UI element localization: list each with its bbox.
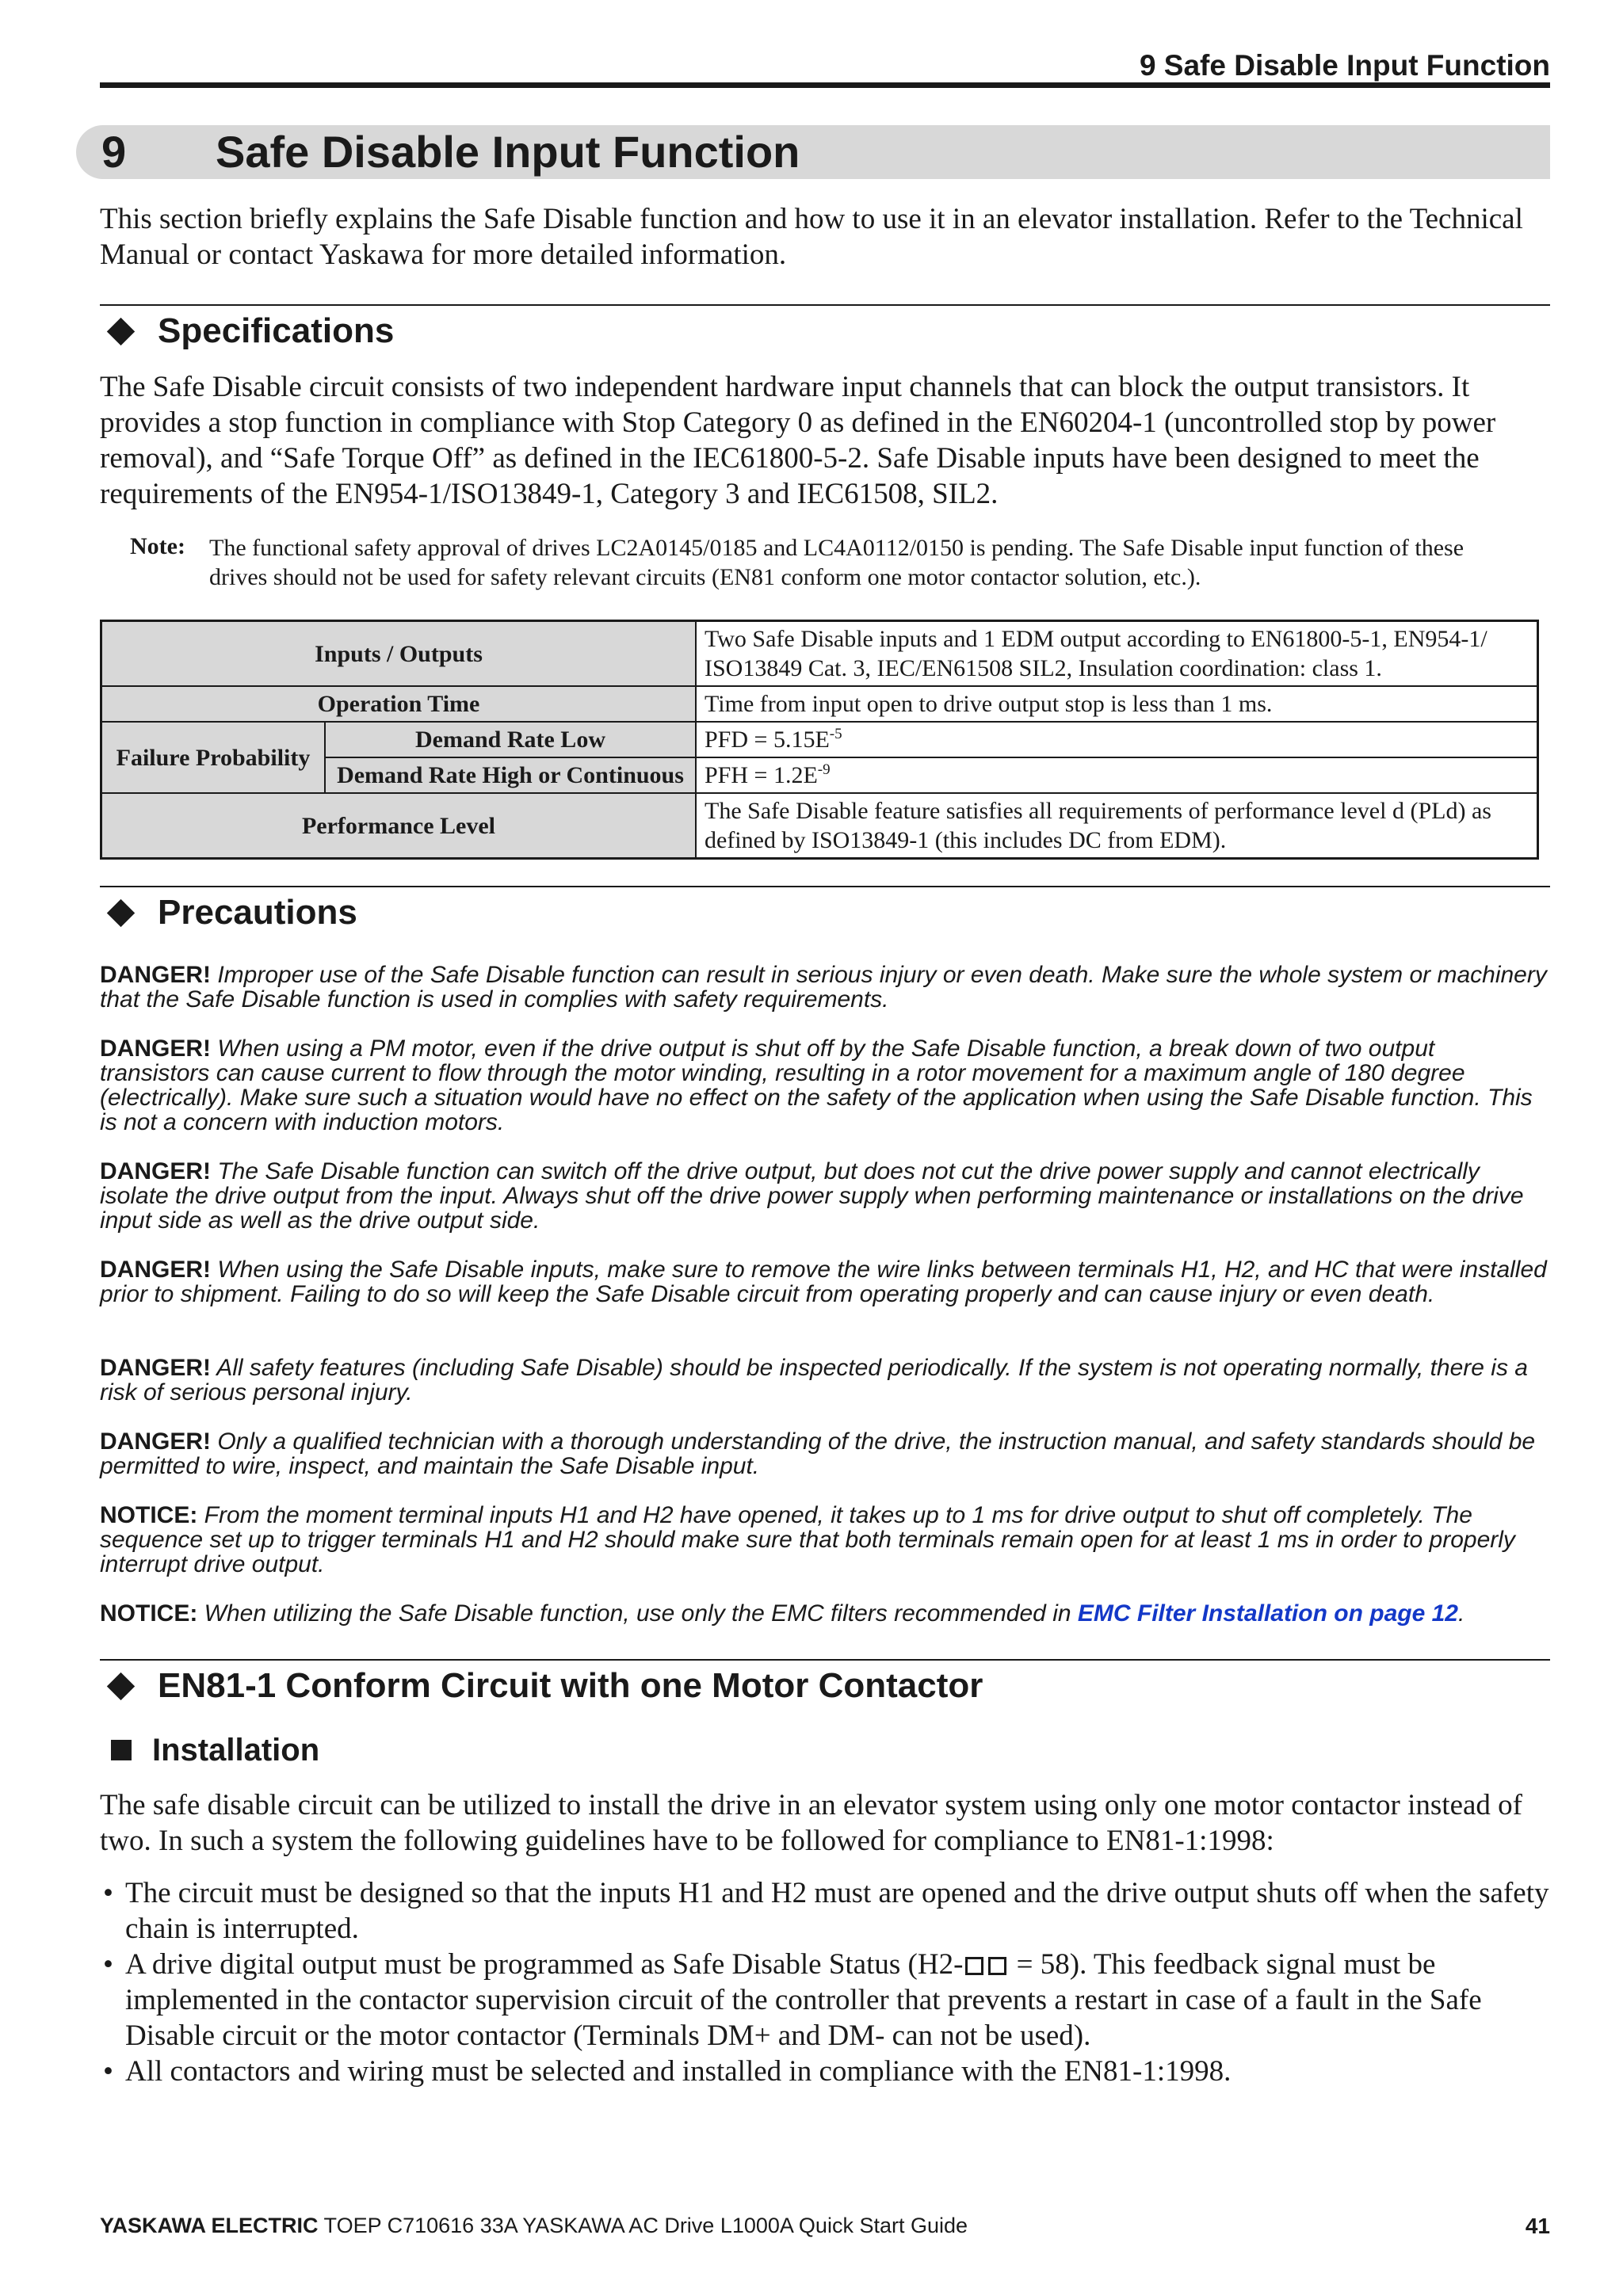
danger-keyword: DANGER! [100,1035,211,1062]
demand-rate-high-value [696,757,1538,793]
demand-rate-low-label: Demand Rate Low [325,722,696,757]
specifications-paragraph: The Safe Disable circuit consists of two independent hardware input channels that can block the output transistors. It provides a stop function in compliance with Stop Category 0 as defined in the EN60204-1 (uncontrolled stop by power removal), and “Safe Torque Off” as defined in the IEC61800-5-2. Safe Disable inputs have been designed to meet the requirements of the EN954-1/ISO13849-1, Category 3 and IEC61508, SIL2. [100,371,1496,510]
list-item-text-end: = 58). This feedback signal must be implemented in the contactor supervision circuit of the controller that prevents a restart in case of a fault in the Safe Disable circuit or the motor contactor (Terminals DM+ and DM- can not be used). [125,1948,1482,2052]
inputs-outputs-value: Two Safe Disable inputs and 1 EDM output according to EN61800-5-1, EN954-1/ ISO13849 Cat. 3, IEC/EN61508 SIL2, Insulation coordination: class 1. [696,621,1538,687]
danger-text: When using a PM motor, even if the drive output is shut off by the Safe Disable function, a break down of two output transistors can cause current to flow through the motor winding, resulting in a rotor movement for a maximum angle of 180 degree (electrically). Make sure such a situation would have no effect on the safety of the application when using the Safe Disable function. This is not a concern with induction motors. [100,1035,1533,1135]
specifications-heading [106,309,394,353]
placeholder-box-icon [988,1957,1006,1975]
diamond-bullet-icon [107,317,135,345]
table-row [101,793,1538,859]
danger-text: All safety features (including Safe Disable) should be inspected periodically. If the system is not operating normally, there is a risk of serious personal injury. [100,1355,1528,1405]
section-rule [100,304,1550,306]
list-item [100,1875,1550,1947]
operation-time-value: Time from input open to drive output stop is less than 1 ms. [696,686,1538,722]
performance-level-value: The Safe Disable feature satisfies all requirements of performance level d (PLd) as defined by ISO13849-1 (this includes DC from EDM). [696,793,1538,859]
pfh-base: PFH = 1.2E [705,762,818,788]
list-item-text: The circuit must be designed so that the inputs H1 and H2 must are opened and the drive output shuts off when the safety chain is interrupted. [125,1877,1549,1945]
running-header: 9 Safe Disable Input Function [1139,49,1550,82]
section-rule [100,1659,1550,1661]
danger-message [100,1257,1550,1306]
precautions-heading [106,891,357,935]
demand-rate-low-value [696,722,1538,757]
operation-time-label: Operation Time [101,686,697,722]
note-label: Note: [130,533,185,559]
chapter-number: 9 [101,127,127,177]
diamond-bullet-icon [107,898,135,926]
list-item [100,2054,1550,2089]
pfd-exponent: -5 [829,726,842,742]
installation-heading-text: Installation [152,1732,320,1768]
en81-heading-text: EN81-1 Conform Circuit with one Motor Contactor [158,1666,983,1705]
installation-heading [111,1729,319,1772]
pfh-exponent: -9 [817,761,831,778]
note-text: The functional safety approval of drives LC2A0145/0185 and LC4A0112/0150 is pending. The Safe Disable input function of these drives should not be used for safety relevant circuits (EN81 conform one motor contactor solution, etc.). [209,535,1465,590]
danger-keyword: DANGER! [100,962,211,988]
table-row [101,686,1538,722]
chapter-title: Safe Disable Input Function [216,127,800,177]
emc-filter-link[interactable]: EMC Filter Installation on page 12 [1077,1600,1458,1627]
danger-text: The Safe Disable function can switch off the drive output, but does not cut the drive power supply and cannot electrically isolate the drive output from the input. Always shut off the drive power supply when performing maintenance or installations on the drive input side as well as the drive output side. [100,1158,1524,1234]
specifications-heading-text: Specifications [158,311,395,350]
pfd-base: PFD = 5.15E [705,727,830,753]
precautions-heading-text: Precautions [158,893,357,932]
bullet-icon: • [103,1948,113,1981]
danger-message [100,1356,1550,1405]
en81-heading [106,1664,983,1708]
notice-keyword: NOTICE: [100,1600,198,1627]
footer-document-info [100,2214,968,2238]
bullet-icon: • [103,2055,113,2088]
footer-doc-title: TOEP C710616 33A YASKAWA AC Drive L1000A Quick Start Guide [318,2214,968,2237]
danger-text: Improper use of the Safe Disable function can result in serious injury or even death. Make sure the whole system or machinery that the Safe Disable function is used in complies with safety requirements. [100,962,1547,1013]
safety-spec-table [100,620,1539,860]
bullet-icon: • [103,1877,113,1909]
danger-text: When using the Safe Disable inputs, make sure to remove the wire links between terminals H1, H2, and HC that were installed prior to shipment. Failing to do so will keep the Safe Disable circuit from operating properly and can cause injury or even death. [100,1257,1547,1307]
danger-keyword: DANGER! [100,1355,211,1381]
list-item-text-start: A drive digital output must be programmed as Safe Disable Status (H2- [125,1948,964,1981]
notice-text: From the moment terminal inputs H1 and H2 have opened, it takes up to 1 ms for drive output to shut off completely. The sequence set up to trigger terminals H1 and H2 should make sure that both terminals remain open for at least 1 ms in order to properly interrupt drive output. [100,1502,1515,1577]
intro-paragraph: This section briefly explains the Safe Disable function and how to use it in an elevator installation. Refer to the Technical Manual or contact Yaskawa for more detailed information. [100,203,1523,271]
header-rule [100,82,1550,88]
installation-paragraph: The safe disable circuit can be utilized to install the drive in an elevator system using only one motor contactor instead of two. In such a system the following guidelines have to be followed for compliance to EN81-1:1998: [100,1789,1522,1857]
list-item-text [125,1947,1550,2054]
diamond-bullet-icon [107,1672,135,1699]
placeholder-box-icon [965,1957,983,1975]
notice-text-end: . [1457,1600,1465,1627]
failure-probability-label: Failure Probability [101,722,326,793]
danger-message [100,963,1550,1012]
page-number: 41 [1525,2214,1550,2238]
danger-message [100,1159,1550,1233]
table-row [101,722,1538,757]
danger-keyword: DANGER! [100,1158,211,1184]
notice-text: When utilizing the Safe Disable function, use only the EMC filters recommended in [204,1600,1078,1627]
demand-rate-high-label: Demand Rate High or Continuous [325,757,696,793]
square-bullet-icon [111,1740,132,1760]
danger-keyword: DANGER! [100,1257,211,1283]
section-rule [100,886,1550,887]
notice-message [100,1601,1550,1626]
table-row [101,621,1538,687]
list-item [100,1947,1550,2054]
list-item-text: All contactors and wiring must be selected and installed in compliance with the EN81-1:1998. [125,2055,1232,2088]
danger-text: Only a qualified technician with a thorough understanding of the drive, the instruction manual, and safety standards should be permitted to wire, inspect, and maintain the Safe Disable input. [100,1428,1536,1479]
danger-message [100,1036,1550,1135]
notice-message [100,1503,1550,1577]
notice-keyword: NOTICE: [100,1502,198,1528]
inputs-outputs-label: Inputs / Outputs [101,621,697,687]
performance-level-label: Performance Level [101,793,697,859]
danger-message [100,1429,1550,1478]
danger-keyword: DANGER! [100,1428,211,1455]
footer-brand: YASKAWA ELECTRIC [100,2214,319,2237]
